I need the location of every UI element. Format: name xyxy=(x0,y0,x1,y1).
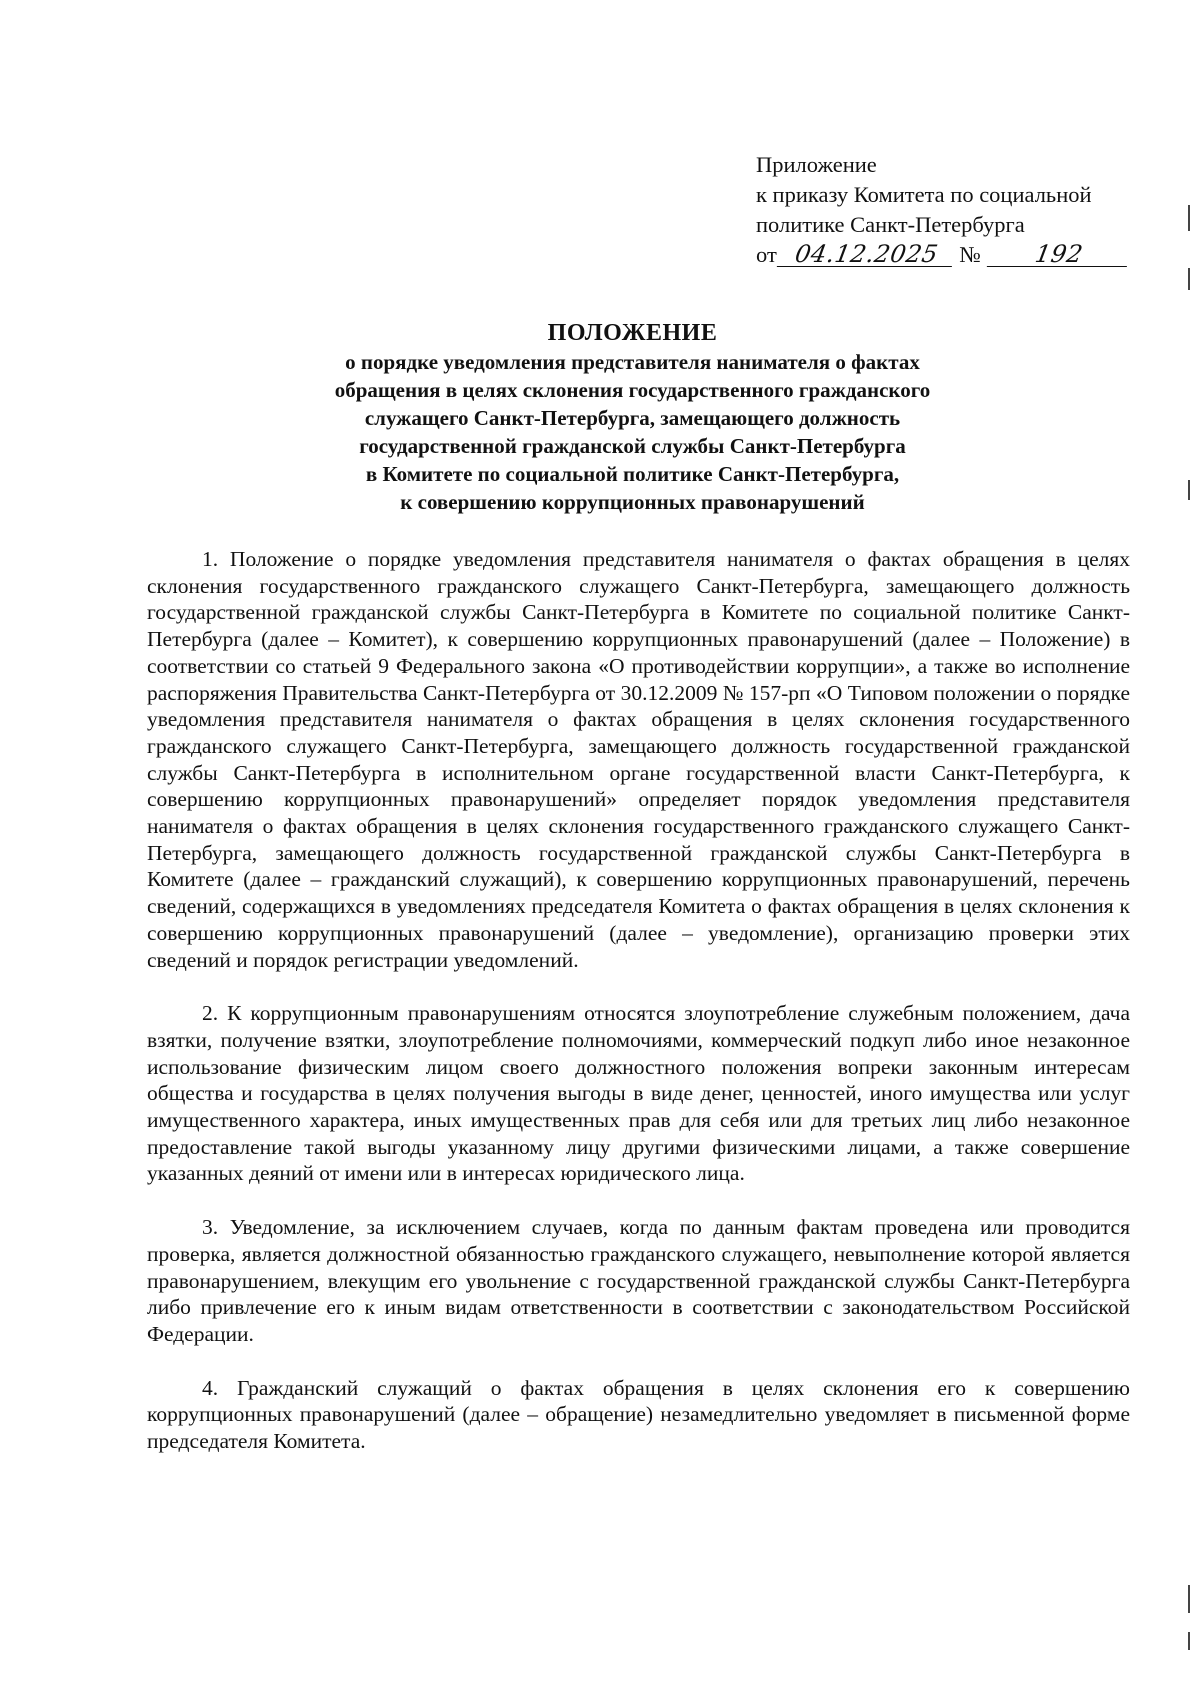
scan-edge-mark xyxy=(1188,205,1190,231)
appendix-line-2: к приказу Комитета по социальной xyxy=(756,182,1092,207)
document-title-block xyxy=(140,318,1125,516)
document-subtitle xyxy=(140,348,1125,516)
appendix-date-line xyxy=(756,240,1129,270)
document-title: ПОЛОЖЕНИЕ xyxy=(547,320,718,346)
subtitle-line: к совершению коррупционных правонарушений xyxy=(400,490,865,514)
paragraph-4: 4. Гражданский служащий о фактах обращения в целях склонения его к совершению коррупционных правонарушений (далее – обращение) незамедлительно уведомляет в письменной форме председателя Комитета. xyxy=(147,1375,1130,1454)
subtitle-line: о порядке уведомления представителя нанимателя о фактах xyxy=(345,350,920,374)
subtitle-line: служащего Санкт-Петербурга, замещающего должность xyxy=(364,406,901,430)
subtitle-line: в Комитете по социальной политике Санкт-Петербурга, xyxy=(365,462,900,486)
paragraph-3: 3. Уведомление, за исключением случаев, когда по данным фактам проведена или проводится проверка, является должностной обязанностью гражданского служащего, невыполнение которой является правонарушением, влекущим его увольнение с государственной гражданской службы Санкт-Петербурга либо привлечение его к иным видам ответственности в соответствии с законодательством Российской Федерации. xyxy=(147,1215,1130,1346)
paragraph-1: 1. Положение о порядке уведомления представителя нанимателя о фактах обращения в целях склонения государственного гражданского служащего Санкт-Петербурга, замещающего должность государственной гражданской службы Санкт-Петербурга в Комитете по социальной политике Санкт-Петербурга (далее – Комитет), к совершению коррупционных правонарушений (далее – Положение) в соответствии со статьей 9 Федерального закона «О противодействии коррупции», а также во исполнение распоряжения Правительства Санкт-Петербурга от 30.12.2009 № 157-рп «О Типовом положении о порядке уведомления представителя нанимателя о фактах обращения в целях склонения государственного гражданского служащего Санкт-Петербурга, замещающего должность государственной гражданской службы Санкт-Петербурга в исполнительном органе государственной власти Санкт-Петербурга, к совершению коррупционных правонарушений» определяет порядок уведомления представителя нанимателя о фактах обращения в целях склонения государственного гражданского служащего Санкт-Петербурга, замещающего должность государственной гражданской службы Санкт-Петербурга в Комитете (далее – гражданский служащий), к совершению коррупционных правонарушений, перечень сведений, содержащихся в уведомлениях председателя Комитета о фактах обращения в целях склонения к совершению коррупционных правонарушений (далее – уведомление), организацию проверки этих сведений и порядок регистрации уведомлений. xyxy=(147,547,1130,972)
scan-edge-mark xyxy=(1188,1585,1190,1613)
number-prefix: № xyxy=(959,242,981,267)
appendix-block xyxy=(756,150,1129,270)
paragraph-2: 2. К коррупционным правонарушениям относятся злоупотребление служебным положением, дача взятки, получение взятки, злоупотребление полномочиями, коммерческий подкуп либо иное незаконное использование физическим лицом своего должностного положения вопреки законным интересам общества и государства в целях получения выгоды в виде денег, ценностей, иного имущества или услуг имущественного характера, иных имущественных прав для себя или для третьих лиц либо незаконное предоставление такой выгоды указанному лицу другими физическими лицами, а также совершение указанных деяний от имени или в интересах юридического лица. xyxy=(147,1001,1130,1186)
subtitle-line: государственной гражданской службы Санкт-Петербурга xyxy=(359,434,906,458)
scan-edge-mark xyxy=(1188,480,1190,500)
appendix-line-3: политике Санкт-Петербурга xyxy=(756,212,1025,237)
handwritten-number: 192 xyxy=(987,242,1131,267)
handwritten-date: 04.12.2025 xyxy=(777,242,956,267)
appendix-line-1: Приложение xyxy=(756,152,877,177)
scan-edge-mark xyxy=(1188,268,1190,290)
scan-edge-mark xyxy=(1188,1632,1190,1650)
document-body xyxy=(147,546,1130,1482)
subtitle-line: обращения в целях склонения государственного гражданского xyxy=(334,378,931,402)
date-prefix: от xyxy=(756,242,777,267)
